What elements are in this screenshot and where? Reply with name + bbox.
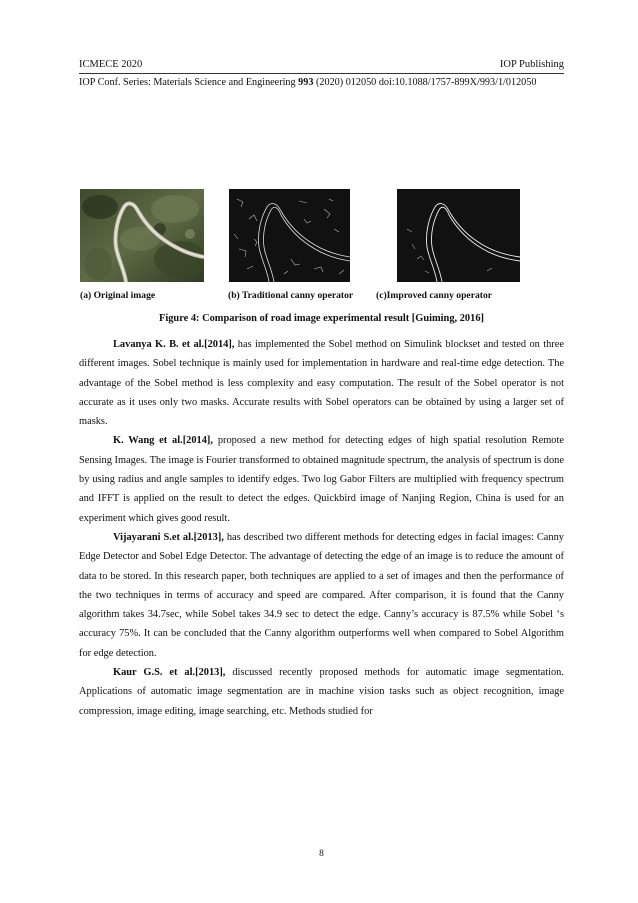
page-number: 8 <box>319 849 324 859</box>
header-divider <box>79 73 564 74</box>
satellite-road-image <box>80 189 204 282</box>
paragraph-text: proposed a new method for detecting edges of high spatial resolution Remote Sensing Images. The image is Fourier transformed to obtained magnitude spectrum, the analysis of spectrum is done by using radius and angle samples to identify edges. Two log Gabor Filters are multiplied with frequency spectrum and IFFT is applied on the result to detect the edges. Quickbird image of Nanjing Region, China is used for an experiment which gives good result. <box>79 435 564 524</box>
figure-panel-original <box>80 189 204 282</box>
citation-lead: Vijayarani S.et al.[2013], <box>113 531 224 543</box>
subfigure-caption-b: (b) Traditional canny operator <box>228 290 354 301</box>
subfigure-caption-a: (a) Original image <box>80 290 156 301</box>
paragraph-text: has implemented the Sobel method on Simulink blockset and tested on three different images. Sobel technique is mainly used for implementation in hardware and real-time edge detection. The advantage of the Sobel method is less complexity and easy computation. The result of the Sobel operator is not accurate as it uses only two masks. Accurate results with Sobel operators can be obtained by using a larger set of masks. <box>79 339 564 428</box>
paragraph <box>79 528 564 663</box>
citation-volume: 993 <box>298 77 314 88</box>
citation-prefix: IOP Conf. Series: Materials Science and Engineering <box>79 77 299 88</box>
running-header <box>79 58 564 72</box>
citation-lead: Lavanya K. B. et al.[2014], <box>113 339 235 350</box>
citation-lead: Kaur G.S. et al.[2013], <box>113 667 226 679</box>
paragraph-text: discussed recently proposed methods for automatic image segmentation. Applications of automatic image segmentation are in machine vision tasks such as object recognition, image compression, image editing, image searching, etc. Methods studied for <box>79 667 564 717</box>
citation-lead: K. Wang et al.[2014], <box>113 435 213 447</box>
figure-panel-traditional-canny <box>229 189 350 282</box>
paragraph <box>79 663 564 721</box>
figure-panel-improved-canny <box>397 189 520 282</box>
citation-suffix: (2020) 012050 doi:10.1088/1757-899X/993/1/012050 <box>313 77 537 88</box>
paragraph-text: has described two different methods for detecting edges in facial images: Canny Edge Detector and Sobel Edge Detector. The advantage of detecting the edge of an image is to reduce the amount of data to be stored. In this research paper, both techniques are applied to a set of images and then the performance of the two techniques in terms of accuracy and speed are compared. After comparison, it is found that the Canny algorithm takes 34.7sec, while Sobel takes 34.9 sec to detect the edge. Canny’s accuracy is 87.5% while Sobel ‘s accuracy 75%. It can be concluded that the Canny algorithm outperforms well when compared to Sobel Algorithm for edge detection. <box>79 531 564 659</box>
body-text <box>79 335 564 721</box>
conference-name: ICMECE 2020 <box>79 59 143 70</box>
paragraph <box>79 431 564 527</box>
figure-caption: Figure 4: Comparison of road image experimental result [Guiming, 2016] <box>159 313 484 324</box>
edge-map-image <box>397 189 520 282</box>
paragraph <box>79 335 564 431</box>
publisher-name: IOP Publishing <box>499 59 564 70</box>
subfigure-caption-c: (c)Improved canny operator <box>376 290 492 301</box>
citation-line <box>79 76 564 90</box>
edge-map-image <box>229 189 350 282</box>
